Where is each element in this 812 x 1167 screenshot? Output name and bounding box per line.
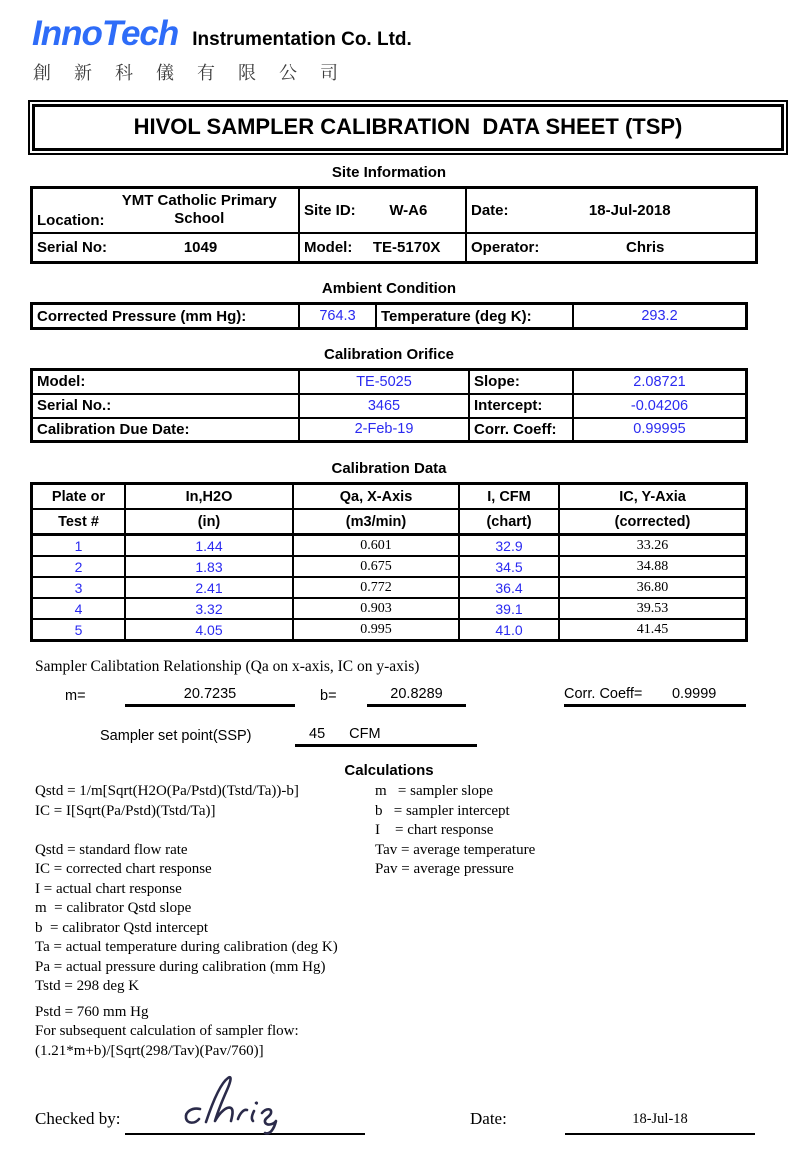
col-header-inh2o: In,H2O xyxy=(125,484,293,510)
site-id-label: Site ID: xyxy=(304,201,356,219)
ambient-condition-heading: Ambient Condition xyxy=(321,280,457,297)
col-header-icfm: I, CFM xyxy=(459,484,559,510)
calc-line: Qstd = standard flow rate xyxy=(35,841,188,858)
calculations-section xyxy=(30,782,748,1061)
site-information-heading: Site Information xyxy=(331,164,447,181)
orifice-model-label: Model: xyxy=(32,370,300,394)
model-value: TE-5170X xyxy=(372,238,441,256)
calc-line: (1.21*m+b)/[Sqrt(298/Tav)(Pav/760)] xyxy=(35,1042,264,1059)
cell-in-h2o: 2.41 xyxy=(125,577,293,598)
serial-no-value: 1049 xyxy=(183,238,218,256)
col-header-ic: IC, Y-Axia xyxy=(559,484,747,510)
calc-line: Pa = actual pressure during calibration (mm Hg) xyxy=(35,958,326,975)
cell-in-h2o: 3.32 xyxy=(125,598,293,619)
calculations-right-column xyxy=(370,782,535,880)
table-row xyxy=(32,619,747,641)
b-value: 20.8289 xyxy=(367,686,466,707)
col-subheader-in: (in) xyxy=(125,509,293,535)
calc-line: I = chart response xyxy=(375,822,494,838)
page-title: HIVOL SAMPLER CALIBRATION DATA SHEET (TSP) xyxy=(32,104,784,151)
col-subheader-corrected: (corrected) xyxy=(559,509,747,535)
location-value: YMT Catholic Primary School xyxy=(121,191,277,228)
calc-line: I = actual chart response xyxy=(35,880,182,897)
title-box xyxy=(28,100,788,155)
calc-line: Qstd = 1/m[Sqrt(H2O(Pa/Pstd)(Tstd/Ta))-b] xyxy=(35,783,299,799)
site-id-value: W-A6 xyxy=(389,201,428,219)
operator-value: Chris xyxy=(626,238,665,256)
orifice-serial-label: Serial No.: xyxy=(32,394,300,418)
handwritten-signature xyxy=(170,1071,320,1137)
calc-line: Pav = average pressure xyxy=(375,861,514,877)
orifice-model-value: TE-5025 xyxy=(299,370,469,394)
corr-coeff-label: Corr. Coeff= xyxy=(564,686,643,702)
cell-qa: 0.601 xyxy=(293,535,459,557)
calc-line: IC = corrected chart response xyxy=(35,861,212,877)
cell-in-h2o: 4.05 xyxy=(125,619,293,641)
orifice-slope-value: 2.08721 xyxy=(573,370,747,394)
footer-signature-section xyxy=(30,1087,748,1167)
cell-in-h2o: 1.83 xyxy=(125,556,293,577)
cell-qa: 0.903 xyxy=(293,598,459,619)
table-row xyxy=(32,418,747,442)
col-header-qa: Qa, X-Axis xyxy=(293,484,459,510)
site-model-cell xyxy=(299,233,466,263)
calc-line: b = calibrator Qstd intercept xyxy=(35,919,208,936)
sampler-relationship-section xyxy=(30,656,748,760)
date-line xyxy=(565,1133,755,1135)
relationship-heading: Sampler Calibtation Relationship (Qa on x-axis, IC on y-axis) xyxy=(35,658,420,675)
cell-in-h2o: 1.44 xyxy=(125,535,293,557)
table-row xyxy=(32,304,747,329)
cell-ic: 39.53 xyxy=(559,598,747,619)
company-name-chinese: 創 新 科 儀 有 限 公 司 xyxy=(33,63,348,83)
site-information-table xyxy=(30,186,758,264)
site-location-cell xyxy=(32,188,300,233)
calc-line: For subsequent calculation of sampler flow: xyxy=(35,1023,299,1039)
ssp-unit: CFM xyxy=(349,726,381,742)
m-label: m= xyxy=(65,688,86,704)
innotech-logo: InnoTech xyxy=(32,14,179,53)
calc-line: m = calibrator Qstd slope xyxy=(35,900,192,916)
ssp-label: Sampler set point(SSP) xyxy=(100,728,252,744)
calibration-orifice-heading: Calibration Orifice xyxy=(323,346,455,363)
ssp-field xyxy=(295,726,477,747)
calc-line: Tstd = 298 deg K xyxy=(35,978,140,994)
cell-i-cfm: 34.5 xyxy=(459,556,559,577)
cell-ic: 36.80 xyxy=(559,577,747,598)
calc-line: Tav = average temperature xyxy=(375,841,536,858)
orifice-serial-value: 3465 xyxy=(299,394,469,418)
footer-date-label: Date: xyxy=(470,1109,507,1128)
calibration-data-heading: Calibration Data xyxy=(331,460,447,477)
table-row xyxy=(32,370,747,394)
cell-qa: 0.675 xyxy=(293,556,459,577)
cell-i-cfm: 36.4 xyxy=(459,577,559,598)
orifice-due-date-label: Calibration Due Date: xyxy=(32,418,300,442)
corr-coeff-field xyxy=(564,686,746,707)
calculations-heading: Calculations xyxy=(344,762,434,779)
orifice-due-date-value: 2-Feb-19 xyxy=(299,418,469,442)
table-row xyxy=(32,556,747,577)
table-header-row xyxy=(32,509,747,535)
serial-no-label: Serial No: xyxy=(37,238,108,256)
table-row xyxy=(32,394,747,418)
calc-line: m = sampler slope xyxy=(375,783,494,799)
orifice-intercept-value: -0.04206 xyxy=(573,394,747,418)
cell-ic: 41.45 xyxy=(559,619,747,641)
site-serial-cell xyxy=(32,233,300,263)
ambient-condition-table xyxy=(30,302,748,330)
pressure-value: 764.3 xyxy=(299,304,376,329)
temperature-value: 293.2 xyxy=(573,304,747,329)
cell-ic: 33.26 xyxy=(559,535,747,557)
orifice-corr-coeff-value: 0.99995 xyxy=(573,418,747,442)
orifice-intercept-label: Intercept: xyxy=(469,394,573,418)
cell-test: 1 xyxy=(32,535,126,557)
calibration-orifice-table xyxy=(30,368,748,443)
site-id-cell xyxy=(299,188,466,233)
footer-date-value: 18-Jul-18 xyxy=(632,1111,688,1127)
cell-qa: 0.995 xyxy=(293,619,459,641)
date-label: Date: xyxy=(471,201,509,219)
cell-test: 2 xyxy=(32,556,126,577)
calc-line: Pstd = 760 mm Hg xyxy=(35,1003,149,1020)
cell-i-cfm: 32.9 xyxy=(459,535,559,557)
calibration-data-table xyxy=(30,482,748,642)
cell-ic: 34.88 xyxy=(559,556,747,577)
col-subheader-test: Test # xyxy=(32,509,126,535)
calc-line: b = sampler intercept xyxy=(375,802,510,819)
table-row xyxy=(32,535,747,557)
col-header-plate: Plate or xyxy=(32,484,126,510)
site-date-cell xyxy=(466,188,757,233)
table-row xyxy=(32,598,747,619)
table-row xyxy=(32,577,747,598)
cell-qa: 0.772 xyxy=(293,577,459,598)
col-subheader-m3min: (m3/min) xyxy=(293,509,459,535)
calc-line: Ta = actual temperature during calibration (deg K) xyxy=(35,939,338,955)
site-operator-cell xyxy=(466,233,757,263)
table-row xyxy=(32,188,757,233)
b-label: b= xyxy=(320,688,337,704)
company-name: Instrumentation Co. Ltd. xyxy=(192,29,412,50)
cell-test: 5 xyxy=(32,619,126,641)
cell-test: 4 xyxy=(32,598,126,619)
col-subheader-chart: (chart) xyxy=(459,509,559,535)
operator-label: Operator: xyxy=(471,238,540,256)
ssp-value: 45 xyxy=(309,726,326,742)
orifice-corr-coeff-label: Corr. Coeff: xyxy=(469,418,573,442)
pressure-label: Corrected Pressure (mm Hg): xyxy=(32,304,300,329)
cell-i-cfm: 41.0 xyxy=(459,619,559,641)
model-label: Model: xyxy=(304,238,353,256)
calc-line: IC = I[Sqrt(Pa/Pstd)(Tstd/Ta)] xyxy=(35,802,216,819)
temperature-label: Temperature (deg K): xyxy=(376,304,573,329)
table-row xyxy=(32,233,757,263)
location-label: Location: xyxy=(37,212,105,229)
header xyxy=(0,0,812,54)
m-value: 20.7235 xyxy=(125,686,295,707)
checked-by-label: Checked by: xyxy=(35,1109,121,1128)
corr-coeff-value: 0.9999 xyxy=(671,686,717,702)
cell-i-cfm: 39.1 xyxy=(459,598,559,619)
orifice-slope-label: Slope: xyxy=(469,370,573,394)
cell-test: 3 xyxy=(32,577,126,598)
table-header-row xyxy=(32,484,747,510)
date-value: 18-Jul-2018 xyxy=(588,201,671,219)
